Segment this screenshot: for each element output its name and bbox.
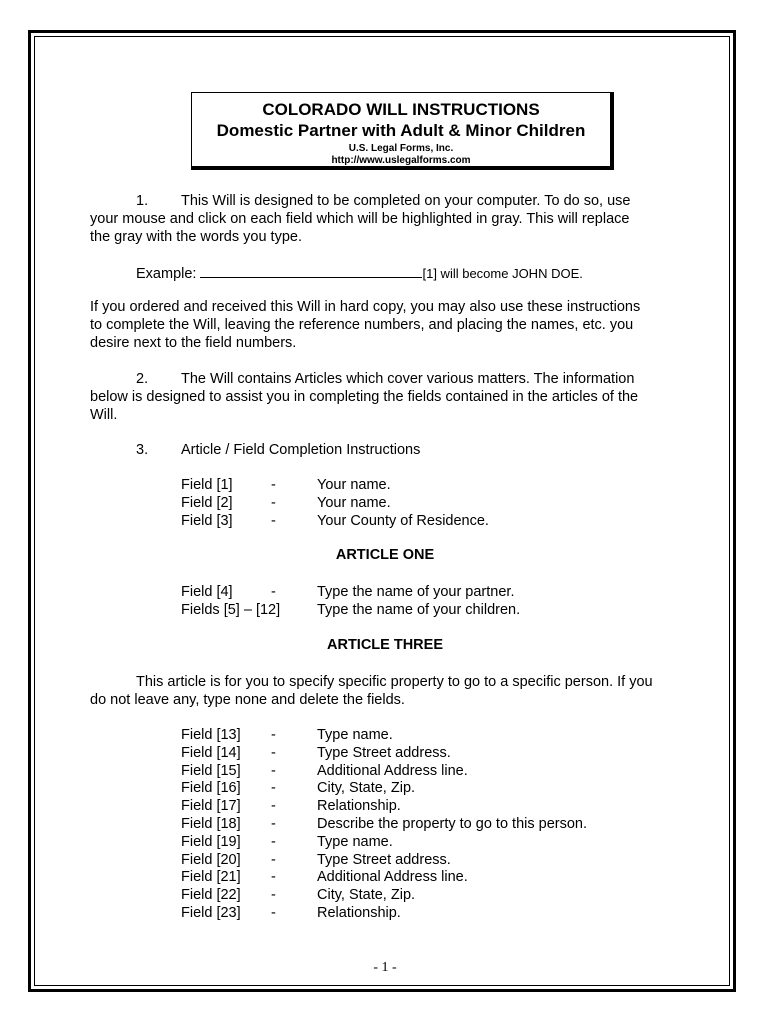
- field-dash: -: [271, 798, 276, 815]
- field-number: Field [15]: [181, 762, 241, 779]
- section-1-number: 1.: [136, 193, 149, 209]
- field-number: Field [2]: [181, 495, 233, 511]
- hardcopy-line-2: to complete the Will, leaving the reference numbers, and placing the names, etc. you: [90, 317, 634, 333]
- field-description: Type Street address.: [317, 851, 451, 868]
- field-description: Type Street address.: [317, 744, 451, 761]
- article-three-intro-line-1: This article is for you to specify specific property to go to a specific person. If you: [136, 674, 653, 690]
- field-description: Additional Address line.: [317, 762, 468, 779]
- field-dash: -: [271, 762, 276, 779]
- example-label: Example:: [136, 266, 197, 282]
- article-three-heading: ARTICLE THREE: [327, 637, 443, 653]
- field-description: Describe the property to go to this person.: [317, 816, 588, 832]
- page-number: - 1 -: [373, 960, 397, 975]
- hardcopy-line-1: If you ordered and received this Will in hard copy, you may also use these instructions: [90, 299, 641, 315]
- field-dash: -: [271, 513, 276, 529]
- field-description: Relationship.: [317, 798, 401, 815]
- field-description: City, State, Zip.: [317, 780, 416, 797]
- example-result: [1] will become JOHN DOE.: [422, 266, 583, 281]
- field-dash: -: [271, 477, 276, 493]
- field-description: Type name.: [317, 833, 393, 850]
- example-line: [136, 263, 583, 283]
- field-number: Field [21]: [181, 869, 241, 886]
- field-dash: -: [271, 744, 276, 761]
- hardcopy-line-3: desire next to the field numbers.: [90, 335, 297, 351]
- field-dash: -: [271, 905, 276, 921]
- field-dash: -: [271, 851, 276, 868]
- field-number: Field [18]: [181, 816, 241, 832]
- field-number: Field [23]: [181, 905, 241, 921]
- section-1-line-2: your mouse and click on each field which will be highlighted in gray. This will replace: [90, 211, 630, 227]
- field-description: Your name.: [317, 495, 391, 511]
- field-dash: -: [271, 780, 276, 797]
- field-description: Type the name of your partner.: [317, 584, 515, 600]
- publisher-name: U.S. Legal Forms, Inc.: [348, 143, 454, 154]
- field-number: Field [4]: [181, 584, 233, 600]
- field-description: Your name.: [317, 477, 391, 493]
- field-dash: -: [271, 887, 276, 904]
- field-number: Field [19]: [181, 833, 241, 850]
- section-2-line-2: below is designed to assist you in completing the fields contained in the articles of the: [90, 389, 639, 405]
- section-2-number: 2.: [136, 371, 149, 387]
- title-box: [191, 92, 614, 170]
- document-subtitle: Domestic Partner with Adult & Minor Children: [216, 121, 586, 140]
- field-description: Your County of Residence.: [317, 513, 489, 529]
- section-3-number: 3.: [136, 442, 149, 458]
- field-number: Field [1]: [181, 477, 233, 493]
- field-dash: -: [271, 727, 276, 743]
- section-2-line-3: Will.: [90, 407, 118, 423]
- field-description: Type name.: [317, 727, 393, 743]
- section-1-line-3: the gray with the words you type.: [90, 229, 302, 245]
- field-dash: -: [271, 816, 276, 832]
- field-number: Field [20]: [181, 851, 241, 868]
- example-blank-field: [200, 263, 422, 278]
- document-title: COLORADO WILL INSTRUCTIONS: [262, 100, 540, 119]
- field-number: Field [3]: [181, 513, 233, 529]
- section-1-line-1: This Will is designed to be completed on your computer. To do so, use: [181, 193, 631, 209]
- field-description: Additional Address line.: [317, 869, 468, 886]
- field-description: Relationship.: [317, 905, 401, 921]
- field-number: Field [22]: [181, 887, 241, 904]
- article-one-heading: ARTICLE ONE: [335, 547, 435, 563]
- field-number: Field [17]: [181, 798, 241, 815]
- field-dash: -: [271, 833, 276, 850]
- field-description: City, State, Zip.: [317, 887, 416, 904]
- field-number: Field [16]: [181, 780, 241, 797]
- publisher-url: http://www.uslegalforms.com: [331, 155, 471, 166]
- field-dash: -: [271, 495, 276, 511]
- field-number: Fields [5] – [12]: [181, 602, 281, 618]
- section-3-title: Article / Field Completion Instructions: [181, 442, 421, 458]
- field-dash: -: [271, 869, 276, 886]
- field-number: Field [14]: [181, 744, 241, 761]
- section-2-line-1: The Will contains Articles which cover various matters. The information: [181, 371, 635, 387]
- field-description: Type the name of your children.: [317, 602, 521, 618]
- article-three-intro-line-2: do not leave any, type none and delete the fields.: [90, 692, 405, 708]
- field-number: Field [13]: [181, 727, 241, 743]
- field-dash: -: [271, 584, 276, 600]
